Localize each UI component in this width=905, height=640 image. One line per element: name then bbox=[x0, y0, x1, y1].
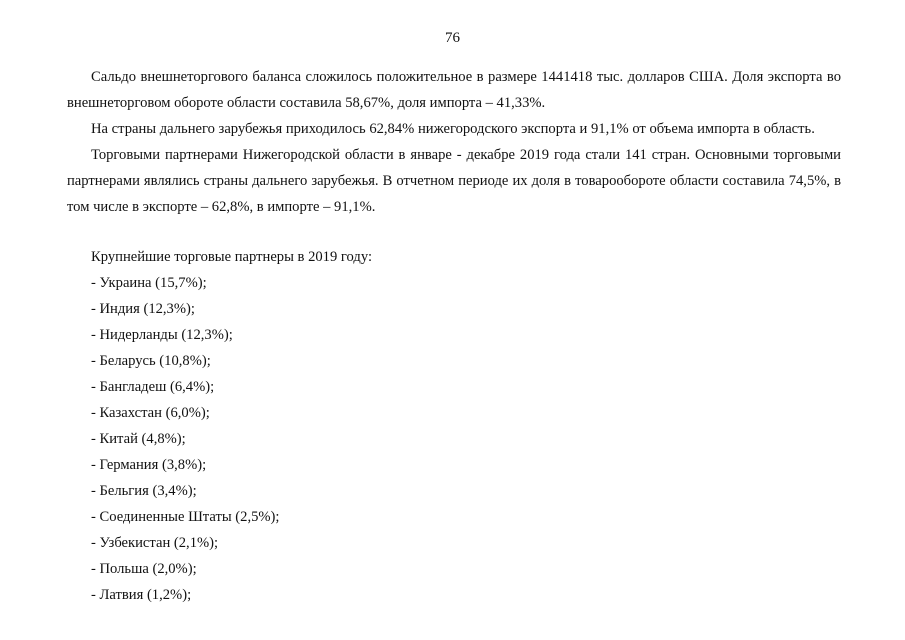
partner-item: - Польша (2,0%); bbox=[91, 561, 197, 577]
partners-section bbox=[91, 244, 372, 608]
paragraph-far-abroad-share: На страны дальнего зарубежья приходилось 62,84% нижегородского экспорта и 91,1% от объема импорта в область. bbox=[91, 121, 815, 137]
partner-item: - Украина (15,7%); bbox=[91, 275, 207, 291]
paragraph-trade-balance: Сальдо внешнеторгового баланса сложилось положительное в размере 1441418 тыс. долларов США. Доля экспорта во внешнеторговом обороте области составила 58,67%, доля импорта – 41,33%. bbox=[67, 69, 841, 111]
partner-item: - Соединенные Штаты (2,5%); bbox=[91, 509, 280, 525]
partner-item: - Нидерланды (12,3%); bbox=[91, 327, 233, 343]
partner-item: - Латвия (1,2%); bbox=[91, 587, 192, 603]
paragraph-trade-partners: Торговыми партнерами Нижегородской области в январе - декабре 2019 года стали 141 стран. Основными торговыми партнерами являлись страны дальнего зарубежья. В отчетном периоде их доля в товарообороте области составила 74,5%, в том числе в экспорте – 62,8%, в импорте – 91,1%. bbox=[67, 147, 841, 215]
partners-heading: Крупнейшие торговые партнеры в 2019 году: bbox=[91, 249, 373, 265]
partner-item: - Индия (12,3%); bbox=[91, 301, 195, 317]
partner-item: - Бельгия (3,4%); bbox=[91, 483, 197, 499]
partner-item: - Беларусь (10,8%); bbox=[91, 353, 211, 369]
partner-item: - Казахстан (6,0%); bbox=[91, 405, 210, 421]
partner-item: - Германия (3,8%); bbox=[91, 457, 207, 473]
partner-item: - Китай (4,8%); bbox=[91, 431, 186, 447]
partner-item: - Бангладеш (6,4%); bbox=[91, 379, 215, 395]
body-text bbox=[67, 64, 841, 220]
page-number: 76 bbox=[445, 30, 460, 46]
partners-list bbox=[91, 270, 372, 608]
partner-item: - Узбекистан (2,1%); bbox=[91, 535, 219, 551]
